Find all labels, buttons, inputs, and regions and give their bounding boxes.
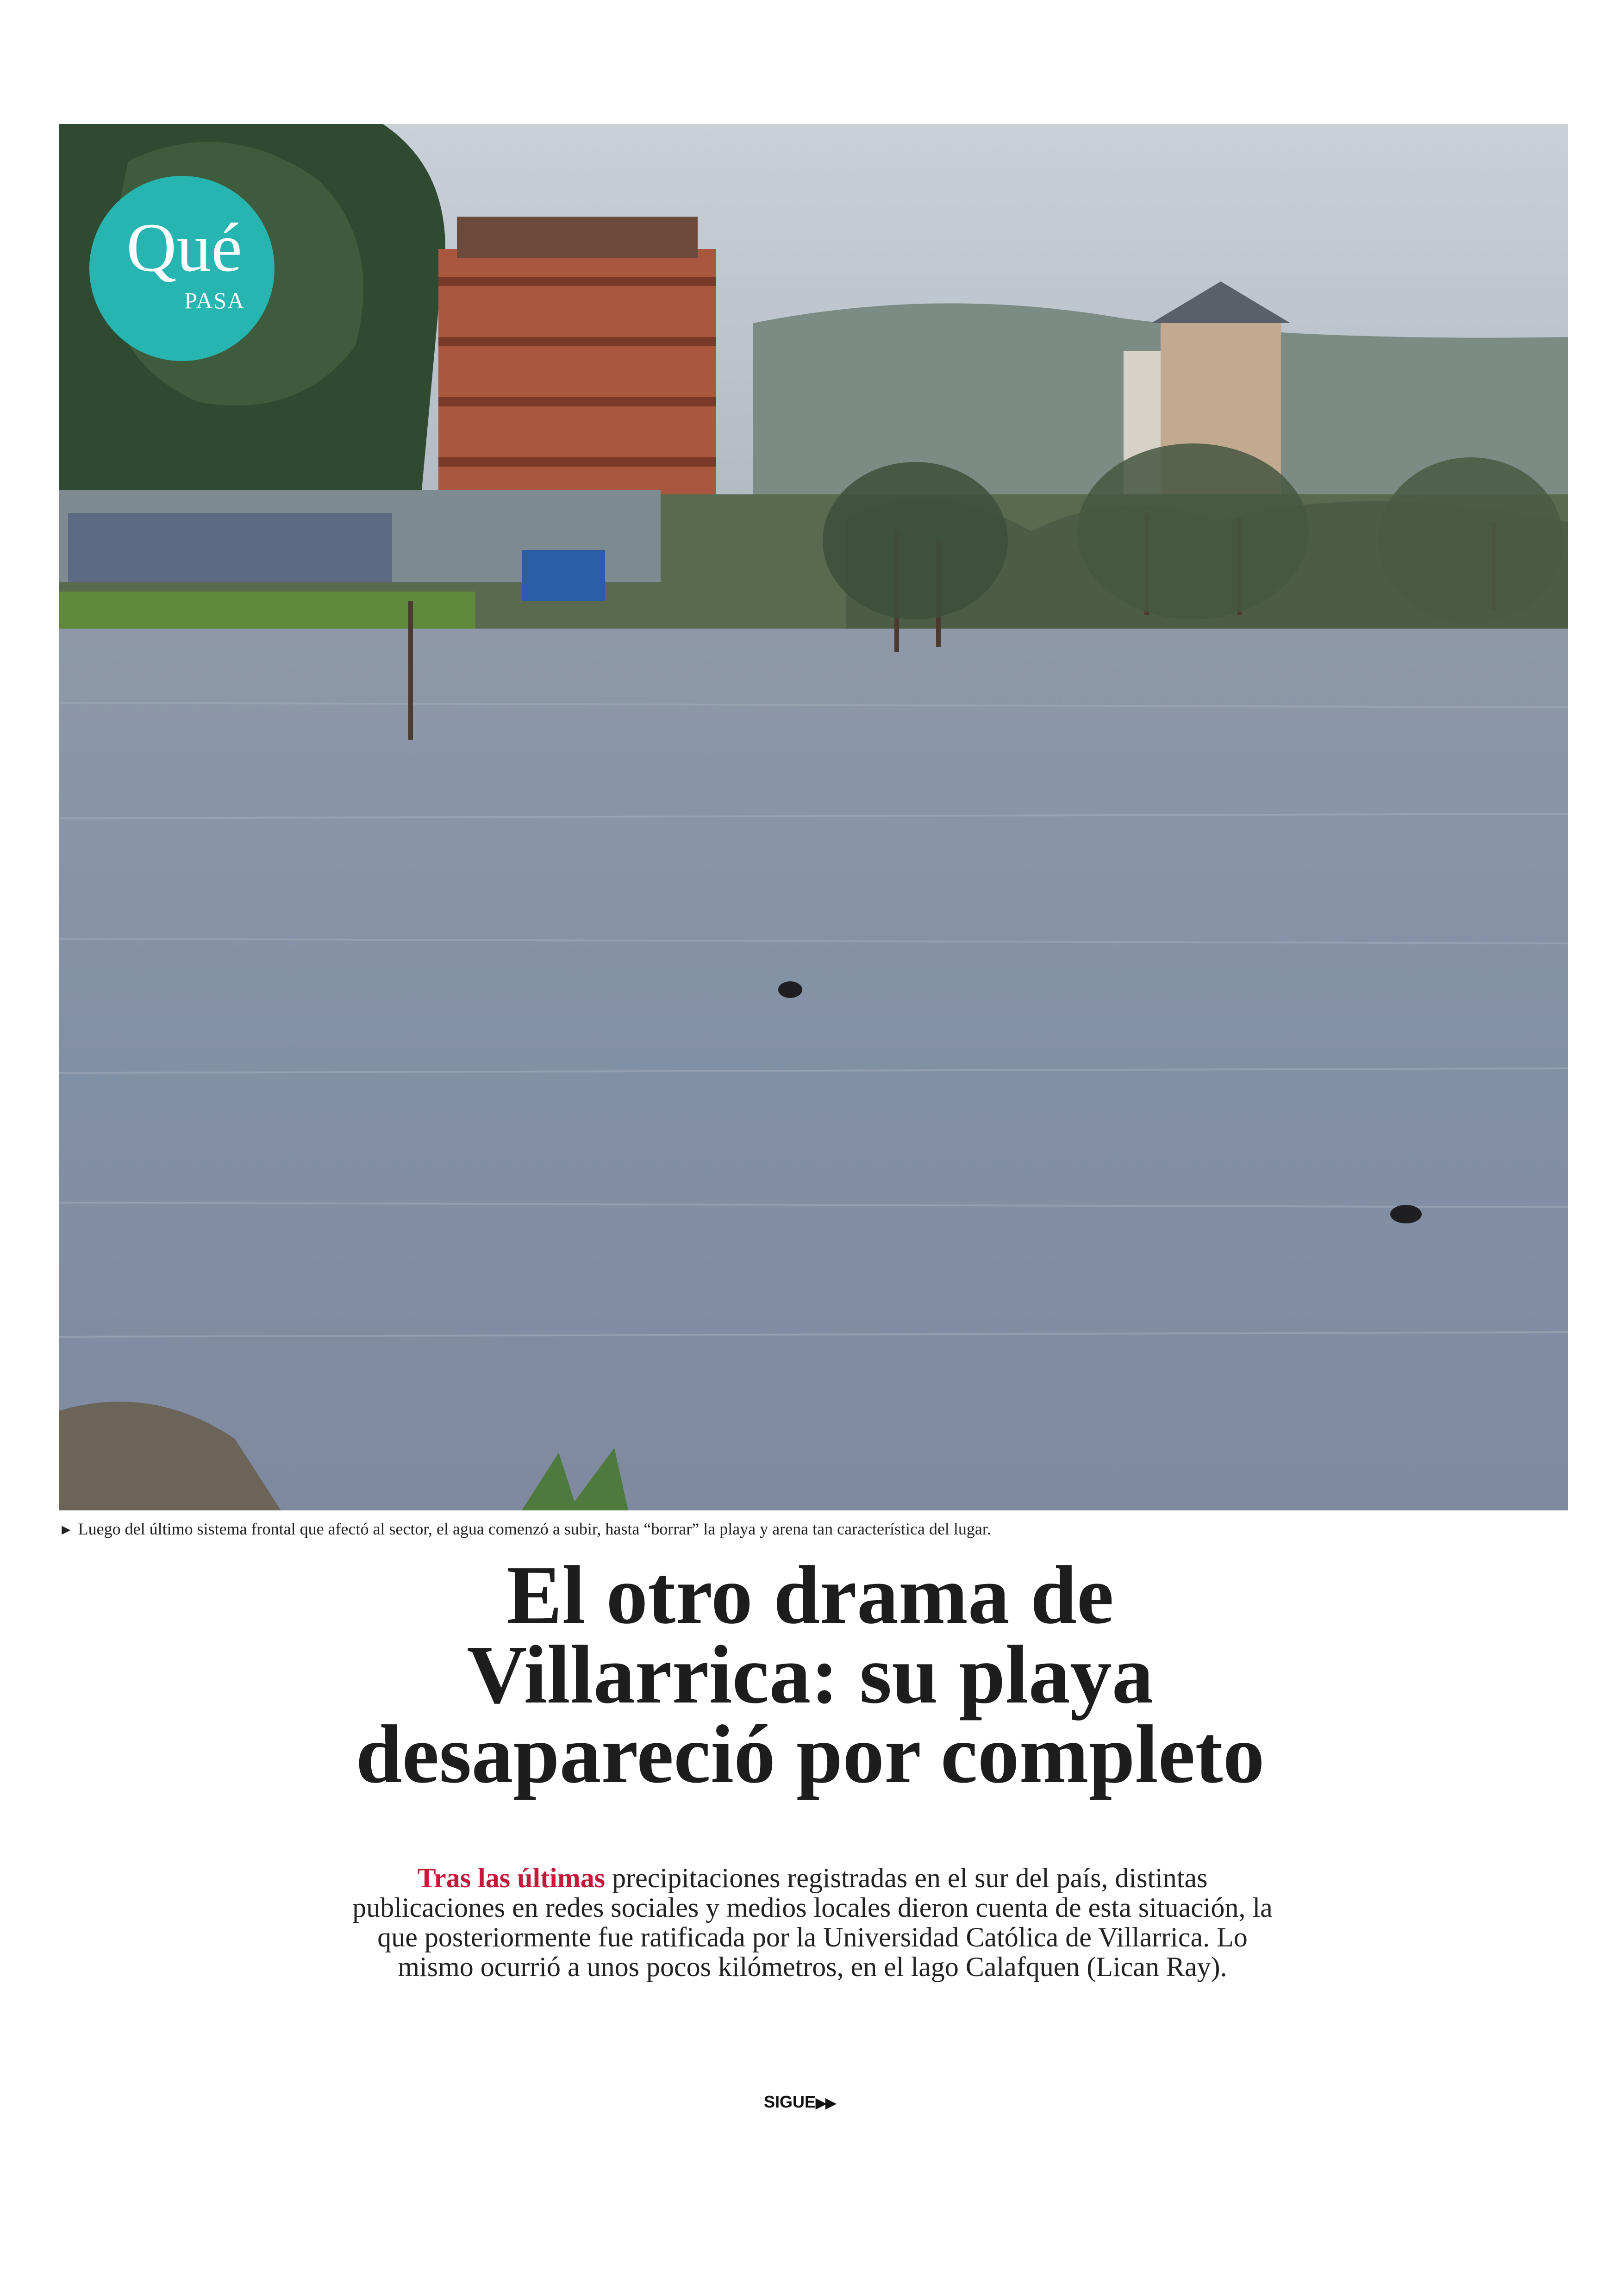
flooded-beach-photo <box>59 124 1568 1510</box>
lead-kicker: Tras las últimas <box>417 1863 606 1893</box>
continue-label: SIGUE <box>764 2092 816 2111</box>
lake-flood-illustration <box>59 124 1568 1510</box>
double-arrow-icon: ▶▶ <box>816 2095 836 2111</box>
lead-line: mismo ocurrió a unos pocos kilómetros, en el lago Calafquen (Lican Ray). <box>398 1952 1227 1982</box>
headline-line: Villarrica: su playa <box>467 1628 1154 1721</box>
lead-line <box>287 1863 1338 1893</box>
article-lead <box>287 1863 1338 1982</box>
logo-title: Qué <box>126 209 242 286</box>
que-pasa-logo <box>89 176 275 361</box>
caption-arrow-icon: ► <box>59 1521 74 1538</box>
article-headline <box>231 1549 1389 1800</box>
caption-text: Luego del último sistema frontal que afectó al sector, el agua comenzó a subir, hasta “borrar” la playa y arena tan característica del lugar. <box>78 1520 991 1538</box>
lead-line: publicaciones en redes sociales y medios locales dieron cuenta de esta situación, la <box>352 1892 1273 1923</box>
logo-subtitle: PASA <box>184 287 245 313</box>
lead-line-text: precipitaciones registradas en el sur del país, distintas <box>612 1863 1208 1893</box>
headline-line: El otro drama de <box>506 1549 1114 1641</box>
continue-link[interactable] <box>764 2092 835 2112</box>
photo-caption <box>59 1518 1568 1540</box>
lead-line: que posteriormente fue ratificada por la Universidad Católica de Villarrica. Lo <box>377 1922 1248 1952</box>
headline-line: desapareció por completo <box>356 1708 1265 1800</box>
